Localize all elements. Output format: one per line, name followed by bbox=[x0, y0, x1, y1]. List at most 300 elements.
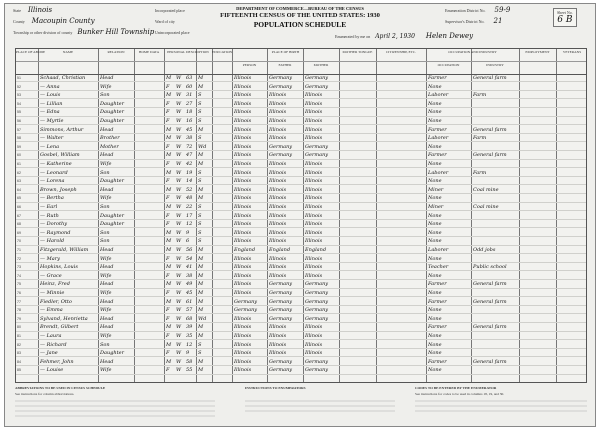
cell-name: — Emma bbox=[40, 307, 63, 314]
cell-name: — Raymond bbox=[40, 229, 71, 236]
cell-mbp: Illinois bbox=[305, 195, 323, 202]
cell-name: Fehmer, John bbox=[40, 358, 74, 365]
cell-ms: M bbox=[198, 272, 204, 279]
cell-name: — Grace bbox=[40, 272, 62, 279]
cell-sex: M bbox=[166, 204, 172, 210]
cell-mbp: Illinois bbox=[305, 135, 323, 142]
supervisor-district-value: 21 bbox=[493, 17, 503, 25]
cell-bp: Illinois bbox=[234, 341, 252, 348]
cell-rel: Mother bbox=[100, 143, 119, 150]
county-label: County Macoupin County bbox=[13, 17, 95, 25]
cell-age: 54 bbox=[186, 255, 193, 262]
table-row bbox=[16, 161, 586, 168]
cell-rel: Head bbox=[100, 126, 114, 133]
col-relation: RELATION bbox=[107, 50, 125, 54]
col-name: NAME bbox=[62, 50, 74, 54]
cell-age: 35 bbox=[186, 333, 193, 339]
table-row bbox=[16, 316, 586, 323]
incorporated-label: Incorporated place bbox=[155, 8, 185, 13]
cell-mbp: Illinois bbox=[305, 350, 323, 357]
cell-mbp: Germany bbox=[305, 367, 329, 374]
cell-mbp: Illinois bbox=[305, 109, 323, 116]
table-row bbox=[16, 127, 586, 134]
cell-bp: Illinois bbox=[234, 126, 252, 133]
cell-age: 31 bbox=[186, 92, 193, 99]
cell-occ: Miner bbox=[428, 204, 444, 210]
cell-occ: None bbox=[428, 118, 442, 124]
cell-n: 71 bbox=[17, 248, 21, 252]
col-occ-occupation: OCCUPATION bbox=[437, 63, 460, 67]
table-row bbox=[16, 333, 586, 340]
table-row bbox=[16, 273, 586, 280]
cell-n: 80 bbox=[17, 325, 21, 330]
cell-age: 6 bbox=[186, 238, 190, 245]
col-place-of-birth: PLACE OF BIRTH bbox=[271, 50, 300, 54]
cell-rel: Son bbox=[100, 238, 110, 245]
cell-name: — Anna bbox=[40, 83, 60, 90]
cell-mbp: Illinois bbox=[305, 255, 323, 262]
cell-fbp: Illinois bbox=[269, 169, 287, 176]
cell-ms: M bbox=[198, 126, 204, 133]
cell-race: W bbox=[176, 204, 182, 210]
cell-bp: Illinois bbox=[234, 333, 252, 339]
cell-ms: S bbox=[198, 92, 202, 99]
table-row bbox=[16, 307, 586, 314]
cell-fbp: Illinois bbox=[269, 333, 287, 339]
cell-occ: None bbox=[428, 350, 442, 357]
cell-occ: None bbox=[428, 229, 442, 236]
cell-occ: Farmer bbox=[428, 358, 447, 365]
supervisor-district-label: Supervisor's District No. 21 bbox=[445, 17, 503, 25]
schedule-title: POPULATION SCHEDULE bbox=[253, 20, 347, 29]
cell-occ: None bbox=[428, 333, 442, 339]
col-place-of-abode: PLACE OF ABODE bbox=[16, 50, 46, 54]
table-row bbox=[16, 324, 586, 331]
cell-race: W bbox=[176, 290, 182, 296]
footer-codes-note: See instructions for codes to be used in columns 18, 19, and 30. bbox=[415, 392, 505, 396]
cell-ind: General farm bbox=[473, 281, 507, 288]
cell-race: W bbox=[176, 229, 182, 236]
cell-ms: M bbox=[198, 333, 204, 339]
cell-mbp: Illinois bbox=[305, 126, 323, 133]
cell-sex: M bbox=[166, 298, 172, 305]
cell-rel: Wife bbox=[100, 255, 112, 262]
table-row bbox=[16, 290, 586, 297]
cell-mbp: Illinois bbox=[305, 229, 323, 236]
cell-sex: M bbox=[166, 264, 172, 271]
cell-ms: S bbox=[198, 135, 202, 142]
county-value: Macoupin County bbox=[31, 17, 95, 25]
footer-instructions-title: INSTRUCTIONS TO ENUMERATORS bbox=[245, 386, 306, 390]
cell-fbp: Germany bbox=[269, 307, 293, 314]
cell-occ: None bbox=[428, 272, 442, 279]
cell-fbp: Germany bbox=[269, 298, 293, 305]
cell-rel: Head bbox=[100, 186, 114, 193]
cell-n: 63 bbox=[17, 179, 21, 184]
cell-fbp: Germany bbox=[269, 367, 293, 374]
cell-sex: M bbox=[166, 75, 172, 81]
cell-mbp: Germany bbox=[305, 83, 329, 90]
cell-mbp: Illinois bbox=[305, 204, 323, 210]
cell-race: W bbox=[176, 161, 182, 167]
cell-bp: Illinois bbox=[234, 109, 252, 116]
cell-age: 38 bbox=[186, 272, 193, 279]
cell-ind: Odd jobs bbox=[473, 247, 496, 253]
cell-n: 57 bbox=[17, 127, 21, 132]
cell-sex: M bbox=[166, 247, 172, 253]
cell-n: 76 bbox=[17, 291, 21, 295]
cell-name: Heinz, Fred bbox=[40, 281, 70, 288]
cell-name: — Earl bbox=[40, 204, 58, 210]
cell-fbp: Germany bbox=[269, 152, 293, 159]
cell-rel: Head bbox=[100, 75, 114, 81]
cell-n: 53 bbox=[17, 93, 21, 98]
cell-ms: S bbox=[198, 204, 202, 210]
census-title: FIFTEENTH CENSUS OF THE UNITED STATES: 1930 bbox=[220, 12, 380, 19]
cell-sex: M bbox=[166, 169, 172, 176]
cell-name: — Minnie bbox=[40, 290, 65, 296]
cell-sex: M bbox=[166, 341, 172, 348]
cell-bp: Illinois bbox=[234, 221, 252, 228]
cell-fbp: Illinois bbox=[269, 212, 287, 219]
cell-fbp: Illinois bbox=[269, 204, 287, 210]
cell-fbp: Illinois bbox=[269, 135, 287, 142]
cell-race: W bbox=[176, 333, 182, 339]
cell-age: 41 bbox=[186, 264, 193, 271]
cell-bp: Illinois bbox=[234, 255, 252, 262]
cell-name: — Mary bbox=[40, 255, 60, 262]
col-home-data: HOME DATA bbox=[138, 50, 160, 54]
cell-name: — Louis bbox=[40, 92, 61, 99]
cell-mbp: Illinois bbox=[305, 169, 323, 176]
col-employment: EMPLOYMENT bbox=[525, 50, 550, 54]
cell-bp: Illinois bbox=[234, 143, 252, 150]
cell-bp: Illinois bbox=[234, 161, 252, 167]
cell-bp: Illinois bbox=[234, 75, 252, 81]
cell-occ: Miner bbox=[428, 186, 444, 193]
cell-race: W bbox=[176, 298, 182, 305]
cell-occ: Laborer bbox=[428, 135, 449, 142]
cell-race: W bbox=[176, 272, 182, 279]
cell-ind: Farm bbox=[473, 135, 487, 142]
cell-rel: Head bbox=[100, 315, 114, 322]
cell-ms: S bbox=[198, 341, 202, 348]
cell-ms: Wd bbox=[198, 143, 207, 150]
cell-sex: F bbox=[166, 315, 170, 322]
cell-age: 61 bbox=[186, 298, 193, 305]
cell-age: 19 bbox=[186, 169, 193, 176]
cell-occ: None bbox=[428, 143, 442, 150]
cell-name: Brendt, Gilbert bbox=[40, 324, 79, 331]
cell-occ: None bbox=[428, 109, 442, 116]
cell-n: 62 bbox=[17, 170, 21, 175]
cell-fbp: Germany bbox=[269, 281, 293, 288]
township-value: Bunker Hill Township bbox=[77, 28, 155, 36]
cell-mbp: Illinois bbox=[305, 341, 323, 348]
cell-name: — Jane bbox=[40, 350, 58, 357]
cell-race: W bbox=[176, 238, 182, 245]
cell-sex: M bbox=[166, 358, 172, 365]
cell-ms: S bbox=[198, 109, 202, 116]
cell-fbp: Illinois bbox=[269, 161, 287, 167]
cell-sex: F bbox=[166, 221, 170, 228]
cell-occ: None bbox=[428, 315, 442, 322]
cell-race: W bbox=[176, 126, 182, 133]
cell-race: W bbox=[176, 367, 182, 374]
table-row bbox=[16, 178, 586, 185]
cell-occ: Farmer bbox=[428, 152, 447, 159]
cell-bp: Illinois bbox=[234, 152, 252, 159]
table-row bbox=[16, 359, 586, 366]
enum-district-label: Enumeration District No. 59-9 bbox=[445, 6, 511, 14]
table-row bbox=[16, 238, 586, 245]
cell-sex: F bbox=[166, 83, 170, 90]
cell-n: 84 bbox=[17, 359, 21, 364]
cell-ms: S bbox=[198, 212, 202, 219]
table-row bbox=[16, 204, 586, 211]
table-row bbox=[16, 118, 586, 125]
cell-rel: Son bbox=[100, 341, 110, 348]
cell-rel: Head bbox=[100, 247, 114, 253]
cell-bp: Illinois bbox=[234, 290, 252, 296]
col-birth-person: PERSON bbox=[242, 63, 257, 67]
cell-bp: Illinois bbox=[234, 118, 252, 124]
cell-rel: Wife bbox=[100, 83, 112, 90]
cell-age: 12 bbox=[186, 221, 193, 228]
cell-race: W bbox=[176, 255, 182, 262]
cell-fbp: Germany bbox=[269, 83, 293, 90]
cell-sex: M bbox=[166, 281, 172, 288]
cell-rel: Daughter bbox=[100, 100, 124, 107]
cell-bp: Illinois bbox=[234, 324, 252, 331]
cell-race: W bbox=[176, 264, 182, 271]
cell-mbp: Illinois bbox=[305, 264, 323, 271]
col-mother-tongue: MOTHER TONGUE bbox=[342, 50, 373, 54]
census-sheet bbox=[4, 3, 596, 427]
cell-fbp: Germany bbox=[269, 358, 293, 365]
enum-district-value: 59-9 bbox=[494, 6, 511, 14]
cell-ms: M bbox=[198, 298, 204, 305]
cell-ind: General farm bbox=[473, 298, 507, 305]
cell-ms: M bbox=[198, 324, 204, 331]
cell-sex: M bbox=[166, 126, 172, 133]
cell-sex: M bbox=[166, 135, 172, 142]
cell-age: 57 bbox=[186, 307, 193, 314]
cell-bp: Illinois bbox=[234, 350, 252, 357]
state-label: State Illinois bbox=[13, 6, 53, 14]
cell-n: 66 bbox=[17, 205, 21, 209]
cell-race: W bbox=[176, 221, 182, 228]
cell-sex: F bbox=[166, 161, 170, 167]
cell-rel: Wife bbox=[100, 333, 112, 339]
cell-ms: S bbox=[198, 238, 202, 245]
cell-age: 9 bbox=[186, 229, 190, 236]
cell-occ: Farmer bbox=[428, 75, 447, 81]
cell-ind: General farm bbox=[473, 126, 507, 133]
cell-rel: Wife bbox=[100, 290, 112, 296]
cell-fbp: Illinois bbox=[269, 178, 287, 185]
cell-mbp: Illinois bbox=[305, 161, 323, 167]
cell-mbp: Illinois bbox=[305, 186, 323, 193]
table-row bbox=[16, 367, 586, 374]
cell-mbp: Illinois bbox=[305, 324, 323, 331]
table-row bbox=[16, 101, 586, 108]
cell-rel: Wife bbox=[100, 195, 112, 202]
cell-ms: S bbox=[198, 178, 202, 185]
cell-occ: Laborer bbox=[428, 92, 449, 99]
cell-sex: F bbox=[166, 100, 170, 107]
cell-occ: Farmer bbox=[428, 281, 447, 288]
cell-rel: Son bbox=[100, 229, 110, 236]
cell-age: 45 bbox=[186, 126, 193, 133]
cell-ind: Farm bbox=[473, 169, 487, 176]
enumerated-label: Enumerated by me on April 2, 1930 Helen Dewey bbox=[335, 32, 474, 40]
cell-bp: England bbox=[234, 247, 256, 253]
cell-ms: S bbox=[198, 350, 202, 357]
cell-race: W bbox=[176, 212, 182, 219]
cell-rel: Head bbox=[100, 358, 114, 365]
cell-rel: Head bbox=[100, 298, 114, 305]
cell-fbp: Illinois bbox=[269, 324, 287, 331]
cell-fbp: Illinois bbox=[269, 238, 287, 245]
cell-race: W bbox=[176, 307, 182, 314]
col-birth-father: FATHER bbox=[278, 63, 292, 67]
cell-name: — Bertha bbox=[40, 195, 64, 202]
cell-ms: Wd bbox=[198, 315, 207, 322]
sheet-number-box: Sheet No. 6 B bbox=[553, 8, 577, 27]
cell-race: W bbox=[176, 135, 182, 142]
cell-rel: Wife bbox=[100, 272, 112, 279]
cell-ind: General farm bbox=[473, 324, 507, 331]
cell-name: — Walter bbox=[40, 135, 64, 142]
cell-mbp: Illinois bbox=[305, 178, 323, 185]
cell-race: W bbox=[176, 143, 182, 150]
cell-sex: F bbox=[166, 212, 170, 219]
cell-mbp: Germany bbox=[305, 75, 329, 81]
cell-mbp: Illinois bbox=[305, 238, 323, 245]
cell-age: 38 bbox=[186, 135, 193, 142]
cell-ms: M bbox=[198, 247, 204, 253]
cell-race: W bbox=[176, 75, 182, 81]
cell-ms: M bbox=[198, 255, 204, 262]
cell-bp: Illinois bbox=[234, 272, 252, 279]
cell-race: W bbox=[176, 315, 182, 322]
cell-ms: M bbox=[198, 358, 204, 365]
cell-ind: Farm bbox=[473, 92, 487, 99]
cell-bp: Germany bbox=[234, 307, 258, 314]
cell-sex: F bbox=[166, 255, 170, 262]
cell-mbp: Illinois bbox=[305, 92, 323, 99]
cell-rel: Son bbox=[100, 92, 110, 99]
cell-race: W bbox=[176, 247, 182, 253]
cell-race: W bbox=[176, 100, 182, 107]
cell-race: W bbox=[176, 178, 182, 185]
cell-mbp: Germany bbox=[305, 152, 329, 159]
cell-name: — Edna bbox=[40, 109, 60, 116]
cell-ind: Coal mine bbox=[473, 204, 499, 210]
cell-mbp: Germany bbox=[305, 281, 329, 288]
cell-name: — Lillian bbox=[40, 100, 63, 107]
cell-n: 85 bbox=[17, 368, 21, 373]
sheet-number-value: 6 B bbox=[557, 15, 573, 25]
cell-sex: M bbox=[166, 92, 172, 99]
cell-occ: None bbox=[428, 255, 442, 262]
table-row bbox=[16, 342, 586, 349]
cell-ms: M bbox=[198, 152, 204, 159]
cell-age: 9 bbox=[186, 350, 190, 357]
cell-fbp: Illinois bbox=[269, 272, 287, 279]
cell-rel: Daughter bbox=[100, 221, 124, 228]
footer-abbrev-title: ABBREVIATIONS TO BE USED IN CENSUS SCHEDULE bbox=[15, 386, 106, 390]
cell-race: W bbox=[176, 358, 182, 365]
cell-n: 54 bbox=[17, 101, 21, 106]
cell-occ: None bbox=[428, 83, 442, 90]
cell-age: 14 bbox=[186, 178, 193, 185]
cell-n: 65 bbox=[17, 196, 21, 201]
table-row bbox=[16, 195, 586, 202]
cell-rel: Daughter bbox=[100, 350, 124, 357]
cell-rel: Daughter bbox=[100, 118, 124, 124]
cell-bp: Illinois bbox=[234, 204, 252, 210]
cell-sex: F bbox=[166, 333, 170, 339]
col-veterans: VETERANS bbox=[562, 50, 582, 54]
cell-sex: M bbox=[166, 186, 172, 193]
cell-age: 68 bbox=[186, 315, 193, 322]
cell-race: W bbox=[176, 152, 182, 159]
cell-name: — Richard bbox=[40, 341, 67, 348]
cell-n: 52 bbox=[17, 84, 21, 89]
cell-race: W bbox=[176, 281, 182, 288]
cell-mbp: Germany bbox=[305, 298, 329, 305]
cell-bp: Illinois bbox=[234, 264, 252, 271]
cell-fbp: Germany bbox=[269, 290, 293, 296]
cell-ms: S bbox=[198, 221, 202, 228]
cell-n: 73 bbox=[17, 265, 21, 270]
cell-age: 63 bbox=[186, 75, 193, 81]
cell-age: 45 bbox=[186, 290, 193, 296]
table-row bbox=[16, 256, 586, 263]
department-line: DEPARTMENT OF COMMERCE—BUREAU OF THE CENSUS bbox=[236, 6, 364, 11]
cell-mbp: Illinois bbox=[305, 118, 323, 124]
col-education: EDUCATION bbox=[212, 50, 233, 54]
cell-ms: M bbox=[198, 186, 204, 193]
cell-name: Schaad, Christian bbox=[40, 75, 86, 81]
cell-n: 59 bbox=[17, 144, 21, 149]
cell-mbp: Germany bbox=[305, 315, 329, 322]
cell-rel: Wife bbox=[100, 367, 112, 374]
cell-bp: Illinois bbox=[234, 100, 252, 107]
cell-fbp: Illinois bbox=[269, 109, 287, 116]
table-row bbox=[16, 84, 586, 91]
cell-ind: General farm bbox=[473, 75, 507, 81]
cell-n: 56 bbox=[17, 119, 21, 123]
cell-ms: M bbox=[198, 75, 204, 81]
cell-fbp: Illinois bbox=[269, 341, 287, 348]
cell-sex: F bbox=[166, 307, 170, 314]
cell-age: 18 bbox=[186, 109, 193, 116]
cell-sex: F bbox=[166, 367, 170, 374]
cell-sex: F bbox=[166, 178, 170, 185]
cell-rel: Son bbox=[100, 169, 110, 176]
cell-name: Fiedler, Otto bbox=[40, 298, 72, 305]
population-table bbox=[15, 48, 587, 383]
cell-age: 56 bbox=[186, 247, 193, 253]
table-row bbox=[16, 187, 586, 194]
cell-bp: Illinois bbox=[234, 169, 252, 176]
cell-rel: Son bbox=[100, 204, 110, 210]
cell-rel: Head bbox=[100, 324, 114, 331]
table-row bbox=[16, 109, 586, 116]
